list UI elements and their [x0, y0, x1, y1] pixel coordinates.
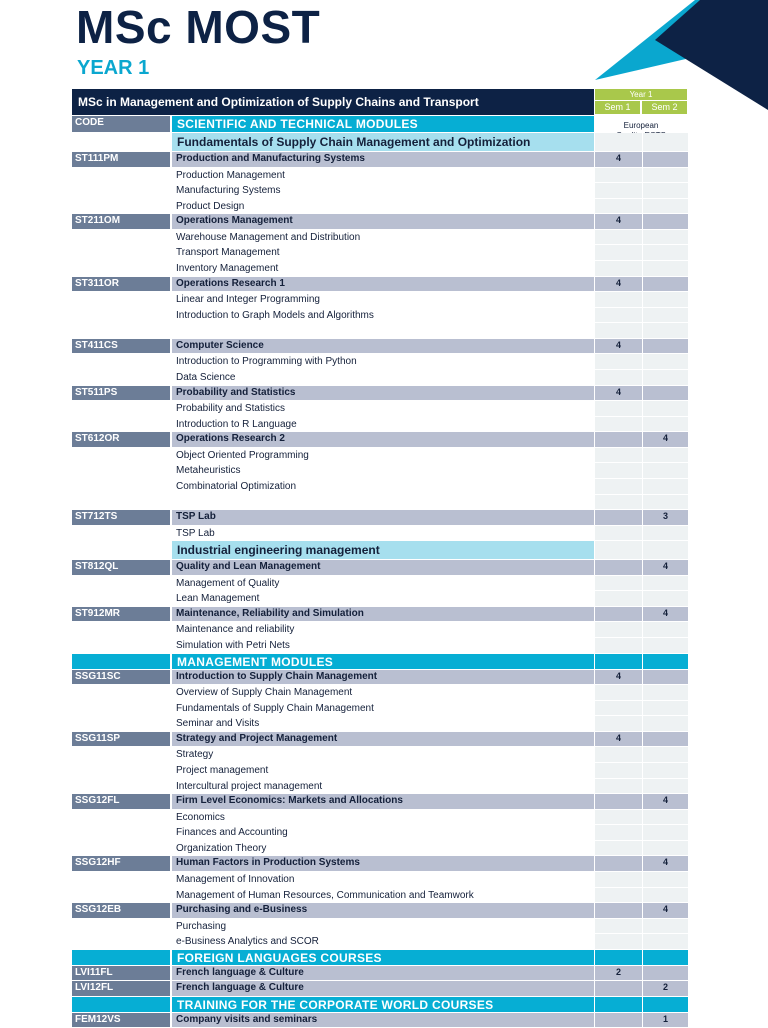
sem2-credits	[643, 638, 688, 653]
sem1-credits	[595, 934, 642, 949]
course-title: Human Factors in Production Systems	[172, 856, 594, 871]
code-cell	[72, 183, 170, 198]
topic-label: TSP Lab	[176, 527, 215, 539]
sem2-credits	[643, 323, 688, 338]
code-cell	[72, 448, 170, 463]
course-title: Strategy and Project Management	[172, 732, 594, 747]
section-row	[72, 997, 688, 1013]
topic-row	[72, 701, 688, 717]
sem1-credits	[595, 479, 642, 494]
course-row	[72, 510, 688, 526]
topic-row	[72, 591, 688, 607]
topic-label: Production Management	[176, 169, 285, 181]
topic-row	[72, 292, 688, 308]
sem2-credits	[643, 888, 688, 903]
course-row	[72, 214, 688, 230]
sem2-credits	[643, 214, 688, 229]
sem2-credits	[643, 463, 688, 478]
sem2-credits	[643, 370, 688, 385]
sem1-credits	[595, 133, 642, 151]
sem2-credits	[643, 183, 688, 198]
course-row	[72, 277, 688, 293]
code-cell: ST612OR	[72, 432, 170, 447]
sem2-credits: 4	[643, 856, 688, 871]
sem1-credits: 4	[595, 732, 642, 747]
code-cell	[72, 841, 170, 856]
topic-label: Project management	[176, 764, 269, 776]
code-cell	[72, 261, 170, 276]
program-title-bar: MSc in Management and Optimization of Supply Chains and Transport	[72, 89, 594, 115]
topic-row	[72, 261, 688, 277]
sem2-credits	[643, 417, 688, 432]
sem2-credits	[643, 654, 688, 669]
sem1-credits	[595, 495, 642, 510]
sem1-credits	[595, 560, 642, 575]
sem2-credits	[643, 997, 688, 1012]
sem1-credits	[595, 701, 642, 716]
sem2-credits	[643, 825, 688, 840]
code-cell	[72, 417, 170, 432]
topic-row	[72, 622, 688, 638]
sem2-credits	[643, 526, 688, 541]
topic-label	[172, 495, 594, 510]
code-cell: ST712TS	[72, 510, 170, 525]
sem1-credits	[595, 779, 642, 794]
sem1-credits	[595, 810, 642, 825]
topic-label: Management of Human Resources, Communication and Teamwork	[176, 889, 474, 901]
topic-row	[72, 199, 688, 215]
section-title: Industrial engineering management	[172, 541, 594, 559]
course-title: French language & Culture	[172, 981, 594, 996]
code-cell	[72, 541, 170, 559]
sem1-credits	[595, 510, 642, 525]
code-cell	[72, 810, 170, 825]
sem1-credits	[595, 463, 642, 478]
topic-label: Introduction to Programming with Python	[176, 356, 357, 368]
topic-label: e-Business Analytics and SCOR	[176, 936, 319, 948]
course-row	[72, 1013, 688, 1028]
code-cell	[72, 230, 170, 245]
year-heading: YEAR 1	[77, 57, 150, 79]
course-title: Operations Management	[172, 214, 594, 229]
sem2-credits: 4	[643, 560, 688, 575]
course-title: Quality and Lean Management	[172, 560, 594, 575]
code-cell	[72, 685, 170, 700]
sem2-credits	[643, 841, 688, 856]
topic-label: Economics	[176, 811, 225, 823]
code-cell	[72, 872, 170, 887]
topic-row	[72, 716, 688, 732]
sem1-credits	[595, 526, 642, 541]
code-cell: CODE	[72, 116, 170, 132]
topic-row	[72, 685, 688, 701]
sem2-credits	[643, 261, 688, 276]
code-cell: ST211OM	[72, 214, 170, 229]
code-cell	[72, 997, 170, 1012]
sem2-credits	[643, 308, 688, 323]
topic-label: Linear and Integer Programming	[176, 294, 320, 306]
topic-label: Seminar and Visits	[176, 718, 260, 730]
sem1-credits	[595, 448, 642, 463]
code-cell	[72, 701, 170, 716]
sem2-credits	[643, 277, 688, 292]
sem2-credits	[643, 495, 688, 510]
topic-row	[72, 308, 688, 324]
course-title: TSP Lab	[172, 510, 594, 525]
sem1-credits	[595, 685, 642, 700]
sem1-credits	[595, 638, 642, 653]
sem1-credits: 4	[595, 214, 642, 229]
topic-label	[172, 323, 594, 338]
sem2-credits: 3	[643, 510, 688, 525]
topic-row	[72, 245, 688, 261]
sem2-credits	[643, 354, 688, 369]
topic-row	[72, 919, 688, 935]
course-title: Computer Science	[172, 339, 594, 354]
sem1-credits	[595, 888, 642, 903]
sem1-credits	[595, 997, 642, 1012]
topic-row	[72, 576, 688, 592]
topic-row	[72, 323, 688, 339]
sem2-credits	[643, 701, 688, 716]
code-cell: ST311OR	[72, 277, 170, 292]
topic-row	[72, 779, 688, 795]
topic-row	[72, 354, 688, 370]
sem1-credits	[595, 370, 642, 385]
sem2-credits	[643, 448, 688, 463]
course-row	[72, 339, 688, 355]
sem2-credits	[643, 292, 688, 307]
sem1-credits	[595, 261, 642, 276]
topic-label: Management of Innovation	[176, 873, 295, 885]
topic-label: Warehouse Management and Distribution	[176, 231, 361, 243]
sem2-credits: 2	[643, 981, 688, 996]
sem1-header: Sem 1	[595, 101, 640, 114]
course-row	[72, 432, 688, 448]
course-title: Purchasing and e-Business	[172, 903, 594, 918]
sem1-credits	[595, 794, 642, 809]
sem2-credits	[643, 934, 688, 949]
topic-row	[72, 810, 688, 826]
sem1-credits	[595, 1013, 642, 1028]
sem2-credits	[643, 152, 688, 167]
sem1-credits	[595, 919, 642, 934]
code-cell	[72, 747, 170, 762]
code-cell: LVI12FL	[72, 981, 170, 996]
sem1-credits: 4	[595, 670, 642, 685]
topic-row	[72, 872, 688, 888]
course-title: Firm Level Economics: Markets and Allocations	[172, 794, 594, 809]
subsection-row	[72, 541, 688, 560]
sem2-credits	[643, 716, 688, 731]
sem2-credits	[643, 133, 688, 151]
sem1-credits	[595, 308, 642, 323]
sem2-credits	[643, 872, 688, 887]
sem1-credits	[595, 622, 642, 637]
topic-label: Metaheuristics	[176, 465, 241, 477]
code-cell	[72, 479, 170, 494]
sem2-credits	[643, 479, 688, 494]
code-cell	[72, 308, 170, 323]
sem1-credits	[595, 856, 642, 871]
code-cell: ST812QL	[72, 560, 170, 575]
topic-label: Object Oriented Programming	[176, 449, 309, 461]
topic-row	[72, 479, 688, 495]
code-cell: ST111PM	[72, 152, 170, 167]
code-cell	[72, 495, 170, 510]
code-cell	[72, 763, 170, 778]
sem2-credits	[643, 245, 688, 260]
code-cell: SSG12EB	[72, 903, 170, 918]
code-cell	[72, 591, 170, 606]
sem2-credits: 4	[643, 432, 688, 447]
course-row	[72, 966, 688, 982]
code-cell	[72, 934, 170, 949]
sem2-credits	[643, 950, 688, 965]
section-title: FOREIGN LANGUAGES COURSES	[172, 950, 594, 965]
code-cell	[72, 888, 170, 903]
topic-row	[72, 168, 688, 184]
course-row	[72, 386, 688, 402]
sem1-credits	[595, 716, 642, 731]
section-row	[72, 116, 688, 133]
code-cell	[72, 779, 170, 794]
sem2-credits	[643, 199, 688, 214]
sem2-credits	[643, 541, 688, 559]
sem1-credits	[595, 323, 642, 338]
code-cell	[72, 370, 170, 385]
topic-row	[72, 417, 688, 433]
course-row	[72, 732, 688, 748]
code-cell	[72, 245, 170, 260]
topic-label: Inventory Management	[176, 262, 279, 274]
sem2-credits	[643, 401, 688, 416]
course-title: French language & Culture	[172, 966, 594, 981]
code-cell: ST912MR	[72, 607, 170, 622]
topic-label: Lean Management	[176, 593, 260, 605]
sem2-credits: 1	[643, 1013, 688, 1028]
code-cell	[72, 576, 170, 591]
sem2-credits	[643, 386, 688, 401]
code-cell: ST411CS	[72, 339, 170, 354]
code-cell	[72, 950, 170, 965]
code-cell	[72, 133, 170, 151]
topic-row	[72, 934, 688, 950]
code-cell	[72, 622, 170, 637]
sem1-credits	[595, 747, 642, 762]
course-row	[72, 856, 688, 872]
topic-row	[72, 888, 688, 904]
topic-label: Organization Theory	[176, 842, 267, 854]
code-cell	[72, 354, 170, 369]
code-cell	[72, 401, 170, 416]
topic-row	[72, 448, 688, 464]
course-row	[72, 607, 688, 623]
topic-label: Simulation with Petri Nets	[176, 639, 290, 651]
sem1-credits	[595, 168, 642, 183]
topic-label: Purchasing	[176, 920, 227, 932]
sem1-credits	[595, 607, 642, 622]
sem1-credits	[595, 183, 642, 198]
curriculum-table	[72, 116, 688, 1028]
sem1-credits: 4	[595, 386, 642, 401]
topic-label: Transport Management	[176, 247, 280, 259]
sem1-credits	[595, 292, 642, 307]
topic-row	[72, 841, 688, 857]
sem2-credits: 4	[643, 794, 688, 809]
sem1-credits	[595, 654, 642, 669]
sem1-credits: 4	[595, 339, 642, 354]
course-title: Company visits and seminars	[172, 1013, 594, 1028]
code-cell: SSG12HF	[72, 856, 170, 871]
sem2-credits	[643, 810, 688, 825]
sem1-credits	[595, 903, 642, 918]
sem2-credits	[643, 339, 688, 354]
code-cell	[72, 716, 170, 731]
topic-label: Probability and Statistics	[176, 403, 285, 415]
sem2-credits	[643, 670, 688, 685]
sem1-credits	[595, 245, 642, 260]
sem2-credits	[643, 685, 688, 700]
section-title: MANAGEMENT MODULES	[172, 654, 594, 669]
sem1-credits	[595, 825, 642, 840]
section-title: Fundamentals of Supply Chain Management and Optimization	[172, 133, 594, 151]
sem2-credits	[643, 622, 688, 637]
topic-label: Product Design	[176, 200, 245, 212]
code-cell: SSG12FL	[72, 794, 170, 809]
sem2-credits	[643, 116, 688, 132]
topic-label: Strategy	[176, 749, 214, 761]
sem1-credits	[595, 541, 642, 559]
sem1-credits	[595, 841, 642, 856]
sem1-credits	[595, 354, 642, 369]
sem2-credits: 4	[643, 903, 688, 918]
sem1-credits	[595, 401, 642, 416]
topic-label: Finances and Accounting	[176, 827, 288, 839]
topic-row	[72, 747, 688, 763]
code-cell	[72, 654, 170, 669]
topic-row	[72, 401, 688, 417]
code-cell: SSG11SP	[72, 732, 170, 747]
code-cell	[72, 292, 170, 307]
sem1-credits	[595, 432, 642, 447]
sem1-credits: 4	[595, 277, 642, 292]
course-title: Introduction to Supply Chain Management	[172, 670, 594, 685]
sem1-credits: 4	[595, 152, 642, 167]
sem2-credits	[643, 168, 688, 183]
course-row	[72, 670, 688, 686]
topic-label: Overview of Supply Chain Management	[176, 687, 353, 699]
code-cell: SSG11SC	[72, 670, 170, 685]
sem2-credits	[643, 966, 688, 981]
sem2-credits	[643, 576, 688, 591]
topic-label: Introduction to Graph Models and Algorithms	[176, 309, 374, 321]
topic-row	[72, 526, 688, 542]
course-title: Operations Research 1	[172, 277, 594, 292]
code-cell	[72, 919, 170, 934]
sem1-credits	[595, 872, 642, 887]
sem2-credits: 4	[643, 607, 688, 622]
code-cell	[72, 323, 170, 338]
sem2-credits	[643, 732, 688, 747]
course-row	[72, 560, 688, 576]
sem1-credits	[595, 763, 642, 778]
topic-label: Introduction to R Language	[176, 418, 297, 430]
code-cell: ST511PS	[72, 386, 170, 401]
code-cell: LVI11FL	[72, 966, 170, 981]
code-cell: FEM12VS	[72, 1013, 170, 1028]
course-title: Operations Research 2	[172, 432, 594, 447]
topic-label: Intercultural project management	[176, 780, 323, 792]
topic-label: Combinatorial Optimization	[176, 480, 297, 492]
sem1-credits	[595, 576, 642, 591]
sem2-credits	[643, 230, 688, 245]
sem2-credits	[643, 763, 688, 778]
topic-row	[72, 370, 688, 386]
topic-label: Manufacturing Systems	[176, 185, 281, 197]
code-cell	[72, 638, 170, 653]
topic-row	[72, 183, 688, 199]
section-row	[72, 654, 688, 670]
section-title: TRAINING FOR THE CORPORATE WORLD COURSES	[172, 997, 594, 1012]
subsection-row	[72, 133, 688, 152]
topic-label: Management of Quality	[176, 577, 280, 589]
code-cell	[72, 199, 170, 214]
course-title: Maintenance, Reliability and Simulation	[172, 607, 594, 622]
sem2-credits	[643, 747, 688, 762]
course-row	[72, 903, 688, 919]
code-cell	[72, 526, 170, 541]
course-title: Production and Manufacturing Systems	[172, 152, 594, 167]
section-row	[72, 950, 688, 966]
code-cell	[72, 825, 170, 840]
topic-label: Fundamentals of Supply Chain Management	[176, 702, 374, 714]
sem1-credits	[595, 116, 642, 132]
sem2-credits	[643, 919, 688, 934]
topic-row	[72, 230, 688, 246]
code-cell	[72, 463, 170, 478]
sem1-credits	[595, 950, 642, 965]
topic-row	[72, 763, 688, 779]
sem1-credits	[595, 199, 642, 214]
sem1-credits	[595, 591, 642, 606]
code-cell	[72, 168, 170, 183]
sem1-credits	[595, 981, 642, 996]
topic-row	[72, 463, 688, 479]
sem1-credits: 2	[595, 966, 642, 981]
topic-row	[72, 825, 688, 841]
topic-row	[72, 495, 688, 511]
sem2-credits	[643, 591, 688, 606]
course-title: Probability and Statistics	[172, 386, 594, 401]
page-title: MSc MOST	[76, 1, 321, 53]
sem2-header: Sem 2	[642, 101, 687, 114]
year-column-header: Year 1	[595, 89, 687, 100]
section-title: SCIENTIFIC AND TECHNICAL MODULES	[172, 116, 594, 132]
topic-label: Data Science	[176, 371, 236, 383]
course-row	[72, 152, 688, 168]
topic-label: Maintenance and reliability	[176, 624, 295, 636]
topic-row	[72, 638, 688, 654]
ects-label-line1: European	[623, 121, 659, 130]
course-row	[72, 981, 688, 997]
sem2-credits	[643, 779, 688, 794]
course-row	[72, 794, 688, 810]
sem1-credits	[595, 230, 642, 245]
sem1-credits	[595, 417, 642, 432]
